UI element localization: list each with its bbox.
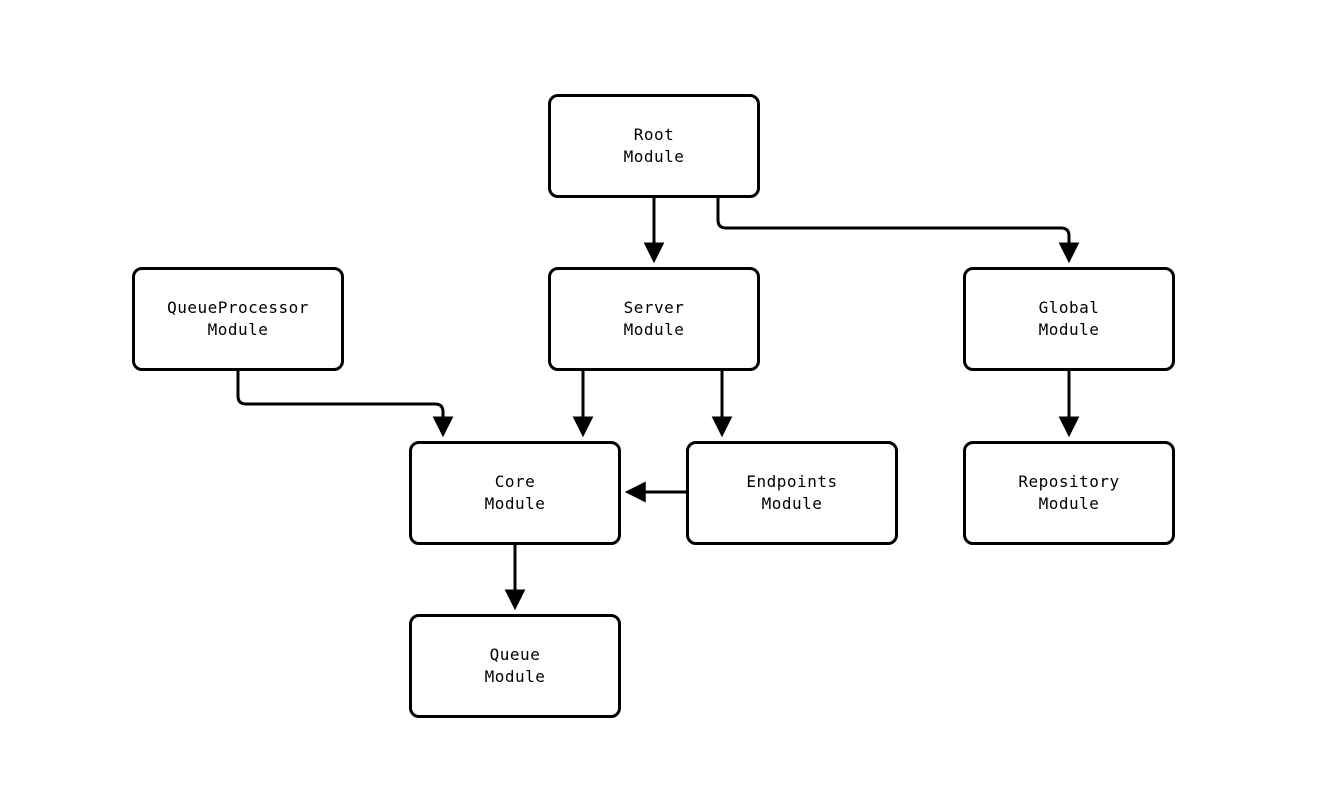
edge-root-to-global: [718, 198, 1069, 258]
node-core-module[interactable]: [409, 441, 621, 545]
node-queueprocessor-module[interactable]: [132, 267, 344, 371]
node-label-line1: QueueProcessor: [167, 298, 309, 317]
node-server-module[interactable]: [548, 267, 760, 371]
node-label-line2: Module: [1038, 494, 1100, 513]
node-root-module[interactable]: [548, 94, 760, 198]
node-label-line2: Module: [1038, 320, 1100, 339]
node-label-line2: Module: [623, 147, 685, 166]
node-label-line1: Server: [623, 298, 685, 317]
node-global-module[interactable]: [963, 267, 1175, 371]
node-queue-module[interactable]: [409, 614, 621, 718]
node-label-line1: Queue: [489, 645, 541, 664]
node-label-line1: Endpoints: [746, 472, 838, 491]
node-label-line2: Module: [761, 494, 823, 513]
node-label-line1: Core: [494, 472, 536, 491]
node-label-line2: Module: [484, 494, 546, 513]
node-label-line2: Module: [623, 320, 685, 339]
node-label-line1: Root: [633, 125, 675, 144]
node-endpoints-module[interactable]: [686, 441, 898, 545]
node-label-line1: Repository: [1018, 472, 1120, 491]
edge-queueprocessor-to-core: [238, 371, 443, 432]
node-label-line2: Module: [484, 667, 546, 686]
node-repository-module[interactable]: [963, 441, 1175, 545]
node-label-line2: Module: [207, 320, 269, 339]
node-label-line1: Global: [1038, 298, 1100, 317]
